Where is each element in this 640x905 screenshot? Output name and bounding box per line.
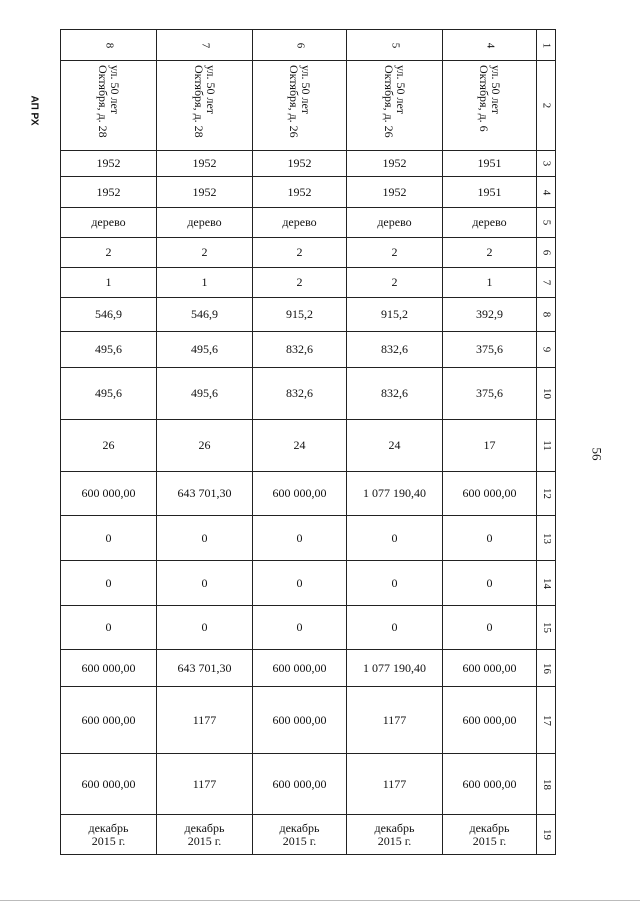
table-row: 26 26 24 24 17 11 xyxy=(61,420,556,472)
table-row: 600 000,00 1177 600 000,00 1177 600 000,00 17 xyxy=(61,687,556,754)
table-row: 600 000,00 1177 600 000,00 1177 600 000,00 18 xyxy=(61,754,556,815)
address-row: ул. 50 лет Октября, д. 28 ул. 50 лет Октября, д. 28 ул. 50 лет Октября, д. 26 ул. 50 лет Октября, д. 26 ул. 50 лет Октября, д. 6 2 xyxy=(61,61,556,151)
column-number-row: 8 7 6 5 4 1 xyxy=(61,30,556,61)
page-number: 56 xyxy=(589,447,604,461)
data-table xyxy=(60,29,556,855)
completion-date-row: декабрь 2015 г. декабрь 2015 г. декабрь 2015 г. декабрь 2015 г. декабрь 2015 г. 19 xyxy=(61,815,556,855)
page-edge-line xyxy=(0,900,640,901)
table-row: 495,6 495,6 832,6 832,6 375,6 10 xyxy=(61,368,556,420)
table-row: 600 000,00 643 701,30 600 000,00 1 077 190,40 600 000,00 16 xyxy=(61,650,556,687)
table-row: 2 2 2 2 2 6 xyxy=(61,238,556,268)
table-row: 0 0 0 0 0 15 xyxy=(61,606,556,650)
table-row: дерево дерево дерево дерево дерево 5 xyxy=(61,208,556,238)
table-row: 495,6 495,6 832,6 832,6 375,6 9 xyxy=(61,332,556,368)
table-row: 0 0 0 0 0 14 xyxy=(61,561,556,606)
table-row: 546,9 546,9 915,2 915,2 392,9 8 xyxy=(61,298,556,332)
table-row: 1952 1952 1952 1952 1951 4 xyxy=(61,177,556,208)
table-row: 1952 1952 1952 1952 1951 3 xyxy=(61,151,556,177)
table-row: 600 000,00 643 701,30 600 000,00 1 077 190,40 600 000,00 12 xyxy=(61,472,556,516)
table-row: 1 1 2 2 1 7 xyxy=(61,268,556,298)
archive-stamp: АП РХ xyxy=(28,94,40,126)
table-row: 0 0 0 0 0 13 xyxy=(61,516,556,561)
